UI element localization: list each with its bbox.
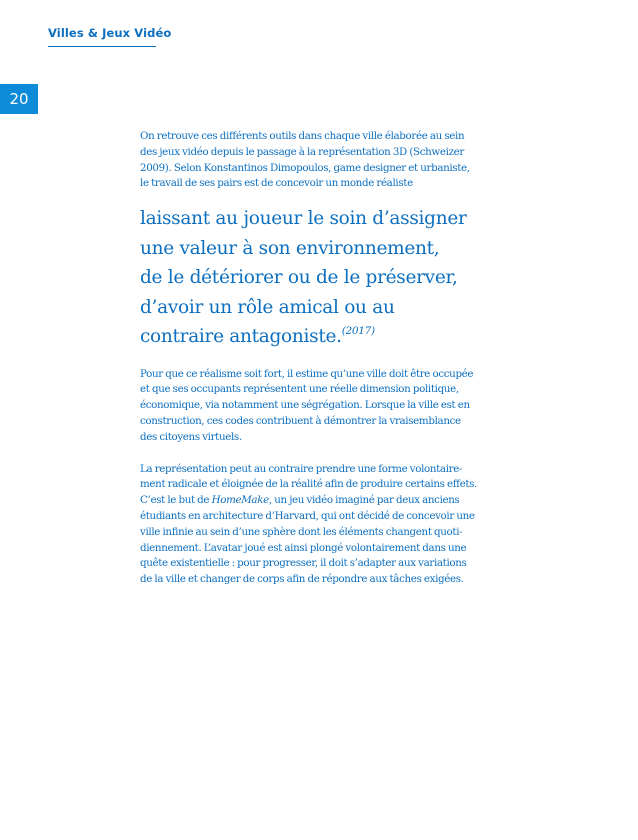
paragraph-gap xyxy=(140,446,502,462)
paragraph-line: construction, ces codes contribuent à démontrer la vraisemblance xyxy=(140,415,461,428)
paragraph-1 xyxy=(140,129,502,192)
paragraph-2 xyxy=(140,367,502,446)
quote-line: de le détériorer ou de le préserver, xyxy=(140,267,458,289)
paragraph-line: ville infinie au sein d’une sphère dont les éléments changent quoti- xyxy=(140,525,463,538)
text-run: C’est le but de xyxy=(140,494,212,507)
paragraph-line: le travail de ses pairs est de concevoir un monde réaliste xyxy=(140,177,413,190)
paragraph-line: économique, via notamment une ségrégation. Lorsque la ville est en xyxy=(140,399,470,412)
quote-line: d’avoir un rôle amical ou au xyxy=(140,296,395,318)
running-header-title: Villes & Jeux Vidéo xyxy=(48,26,172,40)
paragraph-line xyxy=(140,493,502,509)
paragraph-line: des citoyens virtuels. xyxy=(140,430,242,443)
paragraph-3 xyxy=(140,462,502,588)
text-run: , un jeu vidéo imaginé par deux anciens xyxy=(268,494,460,507)
paragraph-line: ment radicale et éloignée de la réalité afin de produire certains effets. xyxy=(140,478,478,491)
page-number-badge xyxy=(0,84,38,114)
paragraph-line: quête existentielle : pour progresser, il doit s’adapter aux variations xyxy=(140,557,467,570)
pull-quote xyxy=(140,204,502,355)
paragraph-line: Pour que ce réalisme soit fort, il estime qu’une ville doit être occupée xyxy=(140,367,474,380)
article-body xyxy=(140,129,502,588)
paragraph-line: On retrouve ces différents outils dans chaque ville élaborée au sein xyxy=(140,130,465,142)
paragraph-line: La représentation peut au contraire prendre une forme volontaire- xyxy=(140,462,463,475)
page-number: 20 xyxy=(9,90,29,108)
paragraph-line: des jeux vidéo depuis le passage à la représentation 3D (Schweizer xyxy=(140,145,464,158)
header-underline xyxy=(48,46,156,47)
quote-line: laissant au joueur le soin d’assigner xyxy=(140,208,467,230)
paragraph-line: 2009). Selon Konstantinos Dimopoulos, game designer et urbaniste, xyxy=(140,161,470,174)
quote-text: contraire antagoniste. xyxy=(140,326,342,348)
paragraph-line: étudiants en architecture d’Harvard, qui ont décidé de concevoir une xyxy=(140,510,475,523)
paragraph-line: de la ville et changer de corps afin de répondre aux tâches exigées. xyxy=(140,573,464,586)
quote-citation: (2017) xyxy=(341,325,375,338)
game-title: HomeMake xyxy=(211,494,269,507)
paragraph-line: et que ses occupants représentent une réelle dimension politique, xyxy=(140,383,459,396)
quote-line-last xyxy=(140,322,502,355)
quote-line: une valeur à son environnement, xyxy=(140,237,440,259)
paragraph-line: diennement. L’avatar joué est ainsi plongé volontairement dans une xyxy=(140,541,467,554)
